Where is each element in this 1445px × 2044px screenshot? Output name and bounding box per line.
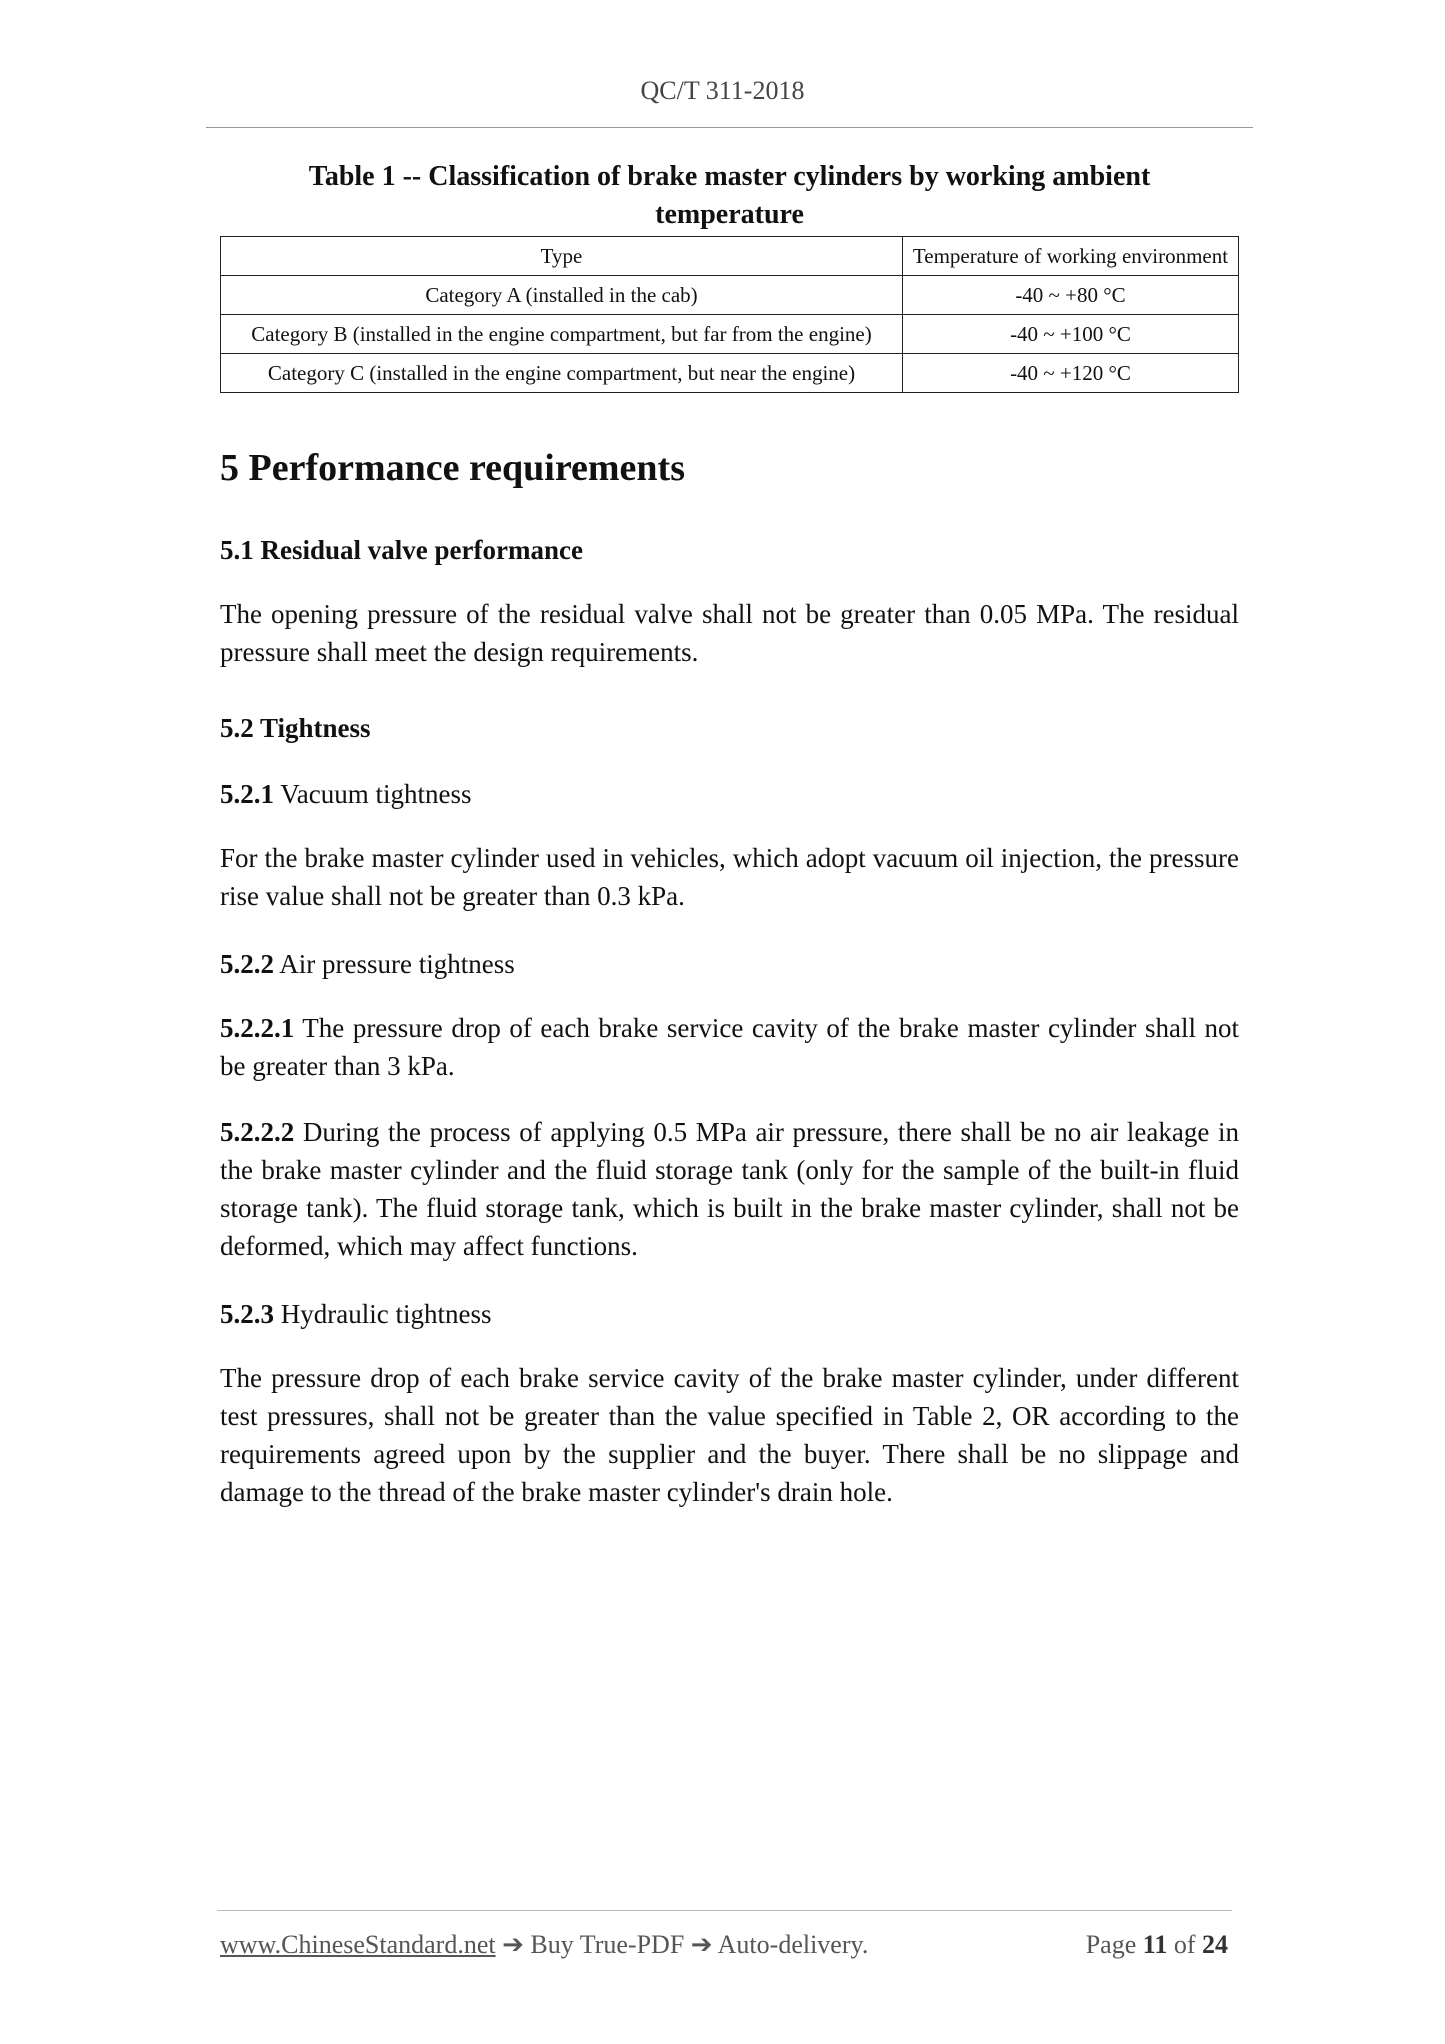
clause-5-2-2-1-text xyxy=(220,1009,1239,1085)
clause-5-2-2-heading xyxy=(220,947,1239,981)
table-row xyxy=(221,354,1239,393)
footer-divider xyxy=(217,1910,1232,1911)
website-link[interactable]: www.ChineseStandard.net xyxy=(220,1930,496,1959)
document-code: QC/T 311-2018 xyxy=(640,76,805,105)
clause-body: The pressure drop of each brake service cavity of the brake master cylinder shall not be greater than 3 kPa. xyxy=(220,1013,1239,1081)
buy-text: Buy True-PDF xyxy=(523,1930,691,1959)
clause-5-2-2-2-text xyxy=(220,1113,1239,1265)
page-indicator xyxy=(1086,1930,1228,1960)
page-content xyxy=(220,158,1239,1511)
clause-number: 5.2.2.2 xyxy=(220,1117,295,1147)
page-label: Page xyxy=(1085,1930,1137,1959)
clause-body: During the process of applying 0.5 MPa air pressure, there shall be no air leakage in the brake master cylinder and the fluid storage tank (only for the sample of the built-in fluid storage tank). The fluid storage tank, which is built in the brake master cylinder, shall not be deformed, which may affect functions. xyxy=(220,1117,1239,1261)
cell-temperature: -40 ~ +80 °C xyxy=(903,276,1239,315)
clause-5-2-1-text: For the brake master cylinder used in vehicles, which adopt vacuum oil injection, the pressure rise value shall not be greater than 0.3 kPa. xyxy=(220,843,1239,911)
section-5-1-text: The opening pressure of the residual valve shall not be greater than 0.05 MPa. The residual pressure shall meet the design requirements. xyxy=(220,599,1239,667)
cell-type: Category B (installed in the engine compartment, but far from the engine) xyxy=(221,315,903,354)
section-5-heading: 5 Performance requirements xyxy=(220,447,685,489)
clause-number: 5.2.2 xyxy=(220,949,274,979)
section-5-1-heading: 5.1 Residual valve performance xyxy=(220,535,583,565)
cell-type: Category C (installed in the engine compartment, but near the engine) xyxy=(221,354,903,393)
column-header-temperature: Temperature of working environment xyxy=(903,237,1239,276)
table-row xyxy=(221,276,1239,315)
column-header-type: Type xyxy=(221,237,903,276)
clause-number: 5.2.1 xyxy=(220,779,274,809)
clause-number: 5.2.2.1 xyxy=(220,1013,295,1043)
delivery-text: Auto-delivery. xyxy=(712,1930,869,1959)
clause-5-2-1-heading xyxy=(220,777,1239,811)
clause-5-2-3-heading xyxy=(220,1297,1239,1331)
clause-title: Air pressure tightness xyxy=(274,949,515,979)
cell-temperature: -40 ~ +100 °C xyxy=(903,315,1239,354)
of-label: of xyxy=(1173,1930,1196,1959)
page-total: 24 xyxy=(1202,1930,1228,1959)
clause-number: 5.2.3 xyxy=(220,1299,274,1329)
table-1-caption-line-1: Table 1 -- Classification of brake master cylinders by working ambient xyxy=(308,161,1151,192)
arrow-right-icon: ➔ xyxy=(502,1930,524,1959)
section-5-2-heading: 5.2 Tightness xyxy=(220,713,371,743)
clause-title: Hydraulic tightness xyxy=(274,1299,492,1329)
clause-title: Vacuum tightness xyxy=(274,779,472,809)
page-number: 11 xyxy=(1142,1930,1168,1959)
arrow-right-icon: ➔ xyxy=(690,1930,713,1959)
table-1-caption-line-2: temperature xyxy=(655,199,804,230)
classification-table xyxy=(220,236,1239,393)
table-1-caption xyxy=(220,158,1239,234)
cell-temperature: -40 ~ +120 °C xyxy=(903,354,1239,393)
clause-5-2-3-text: The pressure drop of each brake service cavity of the brake master cylinder, under different test pressures, shall not be greater than the value specified in Table 2, OR according to the requirements agreed upon by the supplier and the buyer. There shall be no slippage and damage to the thread of the brake master cylinder's drain hole. xyxy=(220,1363,1239,1507)
header-divider xyxy=(206,127,1253,128)
table-header-row xyxy=(221,237,1239,276)
table-row xyxy=(221,315,1239,354)
footer-promo xyxy=(220,1930,868,1960)
cell-type: Category A (installed in the cab) xyxy=(221,276,903,315)
